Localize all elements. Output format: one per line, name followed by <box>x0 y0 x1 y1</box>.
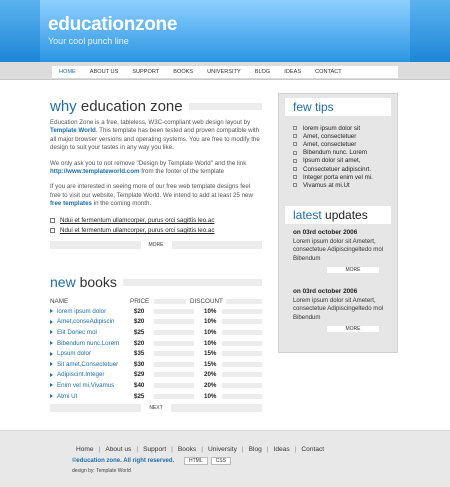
book-price: $20 <box>134 318 145 326</box>
separator: | <box>98 446 101 453</box>
book-name[interactable]: Elit Donec mol <box>50 329 134 336</box>
checkbox-icon <box>293 134 297 138</box>
footer-link[interactable]: Books <box>177 446 197 453</box>
design-credit: design by: Template World <box>72 468 131 474</box>
book-price: $25 <box>134 392 145 400</box>
book-price: $35 <box>134 350 145 358</box>
book-discount: 10% <box>204 339 217 347</box>
book-discount: 15% <box>204 360 217 368</box>
heading-rule <box>123 279 262 286</box>
update-item <box>293 288 389 332</box>
table-row <box>50 348 262 359</box>
book-name[interactable]: Sit amet,Consectetuer <box>50 361 134 368</box>
more-templates-paragraph: If you are interested in seeing more of our free web template designs feel free to visit our website, Template World. We intend to add at least 25 new free templates in the coming month. <box>50 183 253 208</box>
site-tagline: Your cool punch line <box>48 36 129 46</box>
table-row <box>50 317 262 328</box>
arrow-icon <box>50 373 53 377</box>
list-item[interactable]: Integer porta enim vel mi. <box>293 173 373 181</box>
book-name[interactable]: Amet,conseAdipiscin <box>50 318 134 325</box>
next-bar <box>50 404 262 412</box>
list-item[interactable]: Amet, consectetuer <box>293 132 373 140</box>
table-row <box>50 306 262 317</box>
book-price: $40 <box>134 381 145 389</box>
book-price: $25 <box>134 328 145 336</box>
list-item[interactable]: Bibendum nunc. Lorem <box>293 149 373 157</box>
col-price: PRICE <box>130 297 150 305</box>
checkbox-icon <box>293 167 297 171</box>
css-badge[interactable]: CSS <box>211 457 231 465</box>
validation-badges <box>184 457 231 465</box>
separator: | <box>241 446 244 453</box>
checkbox-icon <box>293 183 297 187</box>
arrow-icon <box>50 394 53 398</box>
list-item[interactable]: Ndui et fermentum ullamcorper, purus orci sagittis leo.ac <box>50 226 262 236</box>
updates-heading: latest updates <box>285 206 391 224</box>
list-item[interactable]: Ndui et fermentum ullamcorper, purus orci sagittis leo.ac <box>50 216 262 226</box>
why-section <box>50 96 262 249</box>
book-price: $29 <box>134 371 145 379</box>
books-header-row <box>50 296 262 306</box>
separator: | <box>294 446 297 453</box>
checkbox-icon <box>293 151 297 155</box>
table-row <box>50 370 262 381</box>
footer-link[interactable]: About us <box>105 446 132 453</box>
table-row <box>50 380 262 391</box>
intro-paragraph: Education Zone is a free, tableless, W3C-compliant web design layout by Template World. This template has been tested and proven compatible with all major browser versions and operating systems. You are free to modify the design to suit your tastes in any way you like. <box>50 119 260 152</box>
copyright: ©education zone. All right reserved. <box>72 458 175 464</box>
checkbox-icon <box>293 142 297 146</box>
books-table <box>50 306 262 401</box>
books-heading: new books <box>50 274 117 290</box>
arrow-icon <box>50 330 53 334</box>
list-item[interactable]: lorem ipsum dolor sit <box>293 124 373 132</box>
free-templates-link[interactable]: free templates <box>50 200 92 208</box>
footer-link[interactable]: Blog <box>248 446 262 453</box>
list-item[interactable]: Consectetuer adipiscinrt. <box>293 165 373 173</box>
more-button[interactable]: MORE <box>327 267 379 273</box>
table-row <box>50 359 262 370</box>
table-row <box>50 327 262 338</box>
checkbox-icon <box>50 228 55 233</box>
book-price: $20 <box>134 307 145 315</box>
separator: | <box>171 446 173 453</box>
book-discount: 20% <box>204 371 217 379</box>
link-list <box>50 216 262 236</box>
checkbox-icon <box>293 126 297 130</box>
arrow-icon <box>50 309 53 313</box>
arrow-icon <box>50 320 53 324</box>
footer-link[interactable]: Ideas <box>273 446 290 453</box>
separator: | <box>201 446 203 453</box>
book-name[interactable]: Lpsum dolor <box>50 350 134 357</box>
more-bar <box>50 241 262 249</box>
footer-link[interactable]: Support <box>143 446 167 453</box>
nav-blog[interactable]: BLOG <box>254 69 271 75</box>
more-button[interactable]: MORE <box>141 241 172 249</box>
nav-ideas[interactable]: IDEAS <box>284 69 302 75</box>
update-item <box>293 229 389 273</box>
book-price: $30 <box>134 360 145 368</box>
credit-paragraph: We only ask you to not remove "Design by Template World" and the link http://www.templateworld.com from the footer of the template <box>50 159 247 176</box>
tips-heading: few tips <box>285 98 391 116</box>
book-discount: 10% <box>204 307 217 315</box>
template-world-link[interactable]: Template World <box>50 127 96 135</box>
table-row <box>50 391 262 402</box>
nav-contact[interactable]: CONTACT <box>315 69 342 75</box>
sidebar <box>278 93 398 353</box>
nav-university[interactable]: UNIVERSITY <box>207 69 241 75</box>
site-logo[interactable]: educationzone <box>48 14 178 35</box>
arrow-icon <box>50 341 53 345</box>
arrow-icon <box>50 383 53 387</box>
nav-support[interactable]: SUPPORT <box>132 69 160 75</box>
list-item[interactable]: Ipsum dolor sit amet, <box>293 157 373 165</box>
book-name[interactable]: Atmi Ut <box>50 393 134 400</box>
book-discount: 10% <box>204 328 217 336</box>
nav-about-us[interactable]: ABOUT US <box>89 69 119 75</box>
nav-books[interactable]: BOOKS <box>173 69 194 75</box>
table-row <box>50 338 262 349</box>
update-date: on 03rd october 2006 <box>293 229 358 236</box>
footer-link[interactable]: University <box>207 446 237 453</box>
book-name[interactable]: Adipiscint.Integer <box>50 371 134 378</box>
why-heading: why education zone <box>50 97 183 115</box>
footer-link[interactable]: Home <box>76 446 94 453</box>
checkbox-icon <box>50 218 55 223</box>
nav-home[interactable]: HOME <box>59 69 76 75</box>
checkbox-icon <box>293 159 297 163</box>
book-name[interactable]: Enim vel mi.Vivamus <box>50 382 134 389</box>
arrow-icon <box>50 362 53 366</box>
book-discount: 20% <box>204 381 217 389</box>
book-discount: 15% <box>204 350 217 358</box>
tips-list <box>293 124 373 190</box>
separator: | <box>136 446 139 453</box>
col-name: NAME <box>50 297 69 305</box>
heading-rule <box>189 103 262 110</box>
books-section <box>50 272 262 412</box>
more-button[interactable]: MORE <box>327 326 379 332</box>
footer-links <box>72 446 328 453</box>
book-name[interactable]: lorem ipsum dolor <box>50 308 134 315</box>
update-text: Lorem ipsum dolor sit Ametert, consectetue Adipiscingeltedo mol Bibendum <box>293 238 384 262</box>
col-discount: DISCOUNT <box>190 297 223 305</box>
main-nav <box>52 66 398 78</box>
templateworld-url-link[interactable]: http://www.templateworld.com <box>50 168 140 176</box>
update-text: Lorem ipsum dolor sit Ametert, consectetue Adipiscingeltedo mol Bibendum <box>293 297 384 321</box>
update-date: on 03rd october 2006 <box>293 288 358 295</box>
html-badge[interactable]: HTML <box>184 457 208 465</box>
book-discount: 10% <box>204 392 217 400</box>
checkbox-icon <box>293 175 297 179</box>
separator: | <box>266 446 269 453</box>
list-item[interactable]: Amet, consectetuer <box>293 140 373 148</box>
book-price: $20 <box>134 339 145 347</box>
book-discount: 10% <box>204 318 217 326</box>
arrow-icon <box>50 352 53 356</box>
footer-link[interactable]: Contact <box>301 446 325 453</box>
next-button[interactable]: NEXT <box>141 404 170 412</box>
list-item[interactable]: Vivamus at mi.Ut <box>293 181 373 189</box>
book-name[interactable]: Bibendum nunc.Lorem <box>50 340 134 347</box>
